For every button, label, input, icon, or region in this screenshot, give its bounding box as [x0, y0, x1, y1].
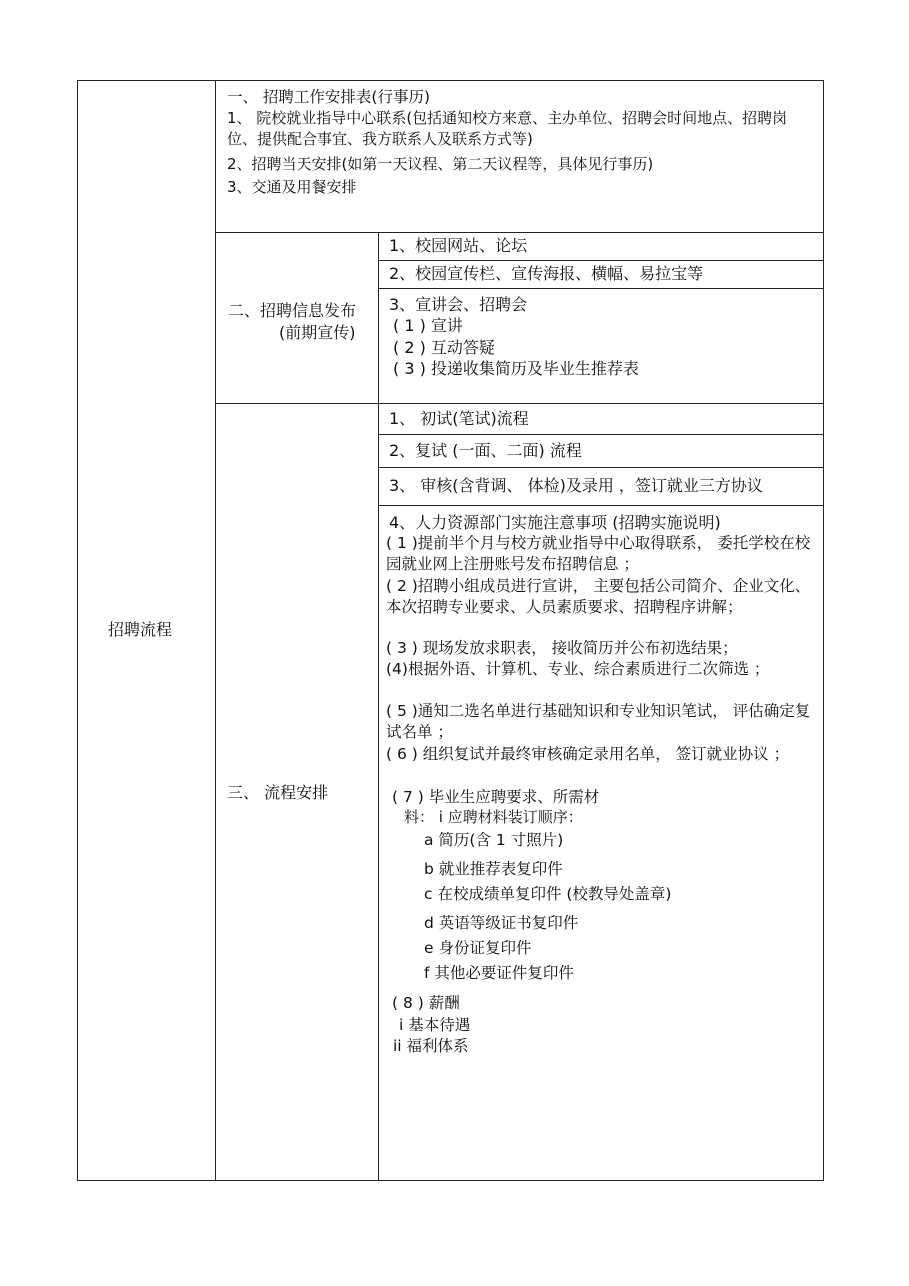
section3-p4: (4)根据外语、计算机、专业、综合素质进行二次筛选 ；	[386, 660, 770, 678]
section1-item1: 1、 院校就业指导中心联系(包括通知校方来意、主办单位、招聘会时间地点、招聘岗位、提供配合事宜、我方联系人及联系方式等)	[227, 109, 788, 148]
material-f: f 其他必要证件复印件	[424, 964, 574, 982]
left-label: 招聘流程	[108, 620, 173, 639]
section3-label: 三、 流程安排	[227, 783, 329, 802]
material-c: c 在校成绩单复印件 (校教导处盖章)	[424, 885, 672, 903]
s2-row-divider-2	[378, 288, 824, 289]
section3-row4-title: 4、人力资源部门实施注意事项 (招聘实施说明)	[389, 513, 721, 532]
section3-p7-line2: 料： i 应聘材料装订顺序：	[404, 808, 583, 826]
row-divider-section2	[215, 403, 824, 404]
section2-row3-b: ( 2 ) 互动答疑	[393, 338, 495, 357]
section3-row1: 1、 初试(笔试)流程	[389, 409, 529, 428]
section3-p3: ( 3 ) 现场发放求职表， 接收简历并公布初选结果；	[386, 639, 738, 657]
section3-row2: 2、复试 (一面、二面) 流程	[389, 441, 582, 460]
column-divider-2	[378, 232, 379, 1181]
section3-p7-line1: ( 7 ) 毕业生应聘要求、所需材	[392, 788, 600, 806]
section2-row1: 1、校园网站、论坛	[389, 236, 528, 255]
column-divider-1	[215, 80, 216, 1181]
section3-p8: ( 8 ) 薪酬	[392, 994, 460, 1012]
section3-p1: ( 1 )提前半个月与校方就业指导中心取得联系， 委托学校在校园就业网上注册账号发布招聘信息 ；	[386, 534, 811, 573]
section3-p8-ii: ii 福利体系	[393, 1037, 469, 1055]
section3-row3: 3、 审核(含背调、 体检)及录用 ，签订就业三方协议	[389, 476, 763, 495]
section2-row2: 2、校园宣传栏、宣传海报、横幅、易拉宝等	[389, 264, 704, 283]
section2-row3-c: ( 3 ) 投递收集简历及毕业生推荐表	[393, 359, 639, 378]
section3-p8-i: i 基本待遇	[399, 1016, 471, 1034]
s3-row-divider-3	[378, 505, 824, 506]
section3-p6: ( 6 ) 组织复试并最终审核确定录用名单， 签订就业协议 ；	[386, 745, 790, 763]
material-e: e 身份证复印件	[424, 939, 532, 957]
s3-row-divider-1	[378, 434, 824, 435]
s2-row-divider-1	[378, 260, 824, 261]
row-divider-section1	[215, 232, 824, 233]
section2-row3-title: 3、宣讲会、招聘会	[389, 295, 528, 314]
material-a: a 简历(含 1 寸照片)	[424, 831, 564, 849]
section2-label-line1: 二、招聘信息发布	[228, 301, 357, 320]
s3-row-divider-2	[378, 467, 824, 468]
section2-label-line2: (前期宣传)	[279, 323, 356, 342]
section2-row3-a: ( 1 ) 宣讲	[393, 316, 463, 335]
section1-item3: 3、交通及用餐安排	[227, 178, 357, 196]
material-b: b 就业推荐表复印件	[424, 860, 563, 878]
section1-item2: 2、招聘当天安排(如第一天议程、第二天议程等，具体见行事历)	[227, 155, 654, 173]
material-d: d 英语等级证书复印件	[424, 914, 579, 932]
section3-p2: ( 2 )招聘小组成员进行宣讲， 主要包括公司简介、企业文化、本次招聘专业要求、人员素质要求、招聘程序讲解；	[386, 577, 811, 616]
section1-title: 一、 招聘工作安排表(行事历)	[227, 88, 431, 106]
section3-p5: ( 5 )通知二选名单进行基础知识和专业知识笔试， 评估确定复试名单 ；	[386, 702, 811, 741]
